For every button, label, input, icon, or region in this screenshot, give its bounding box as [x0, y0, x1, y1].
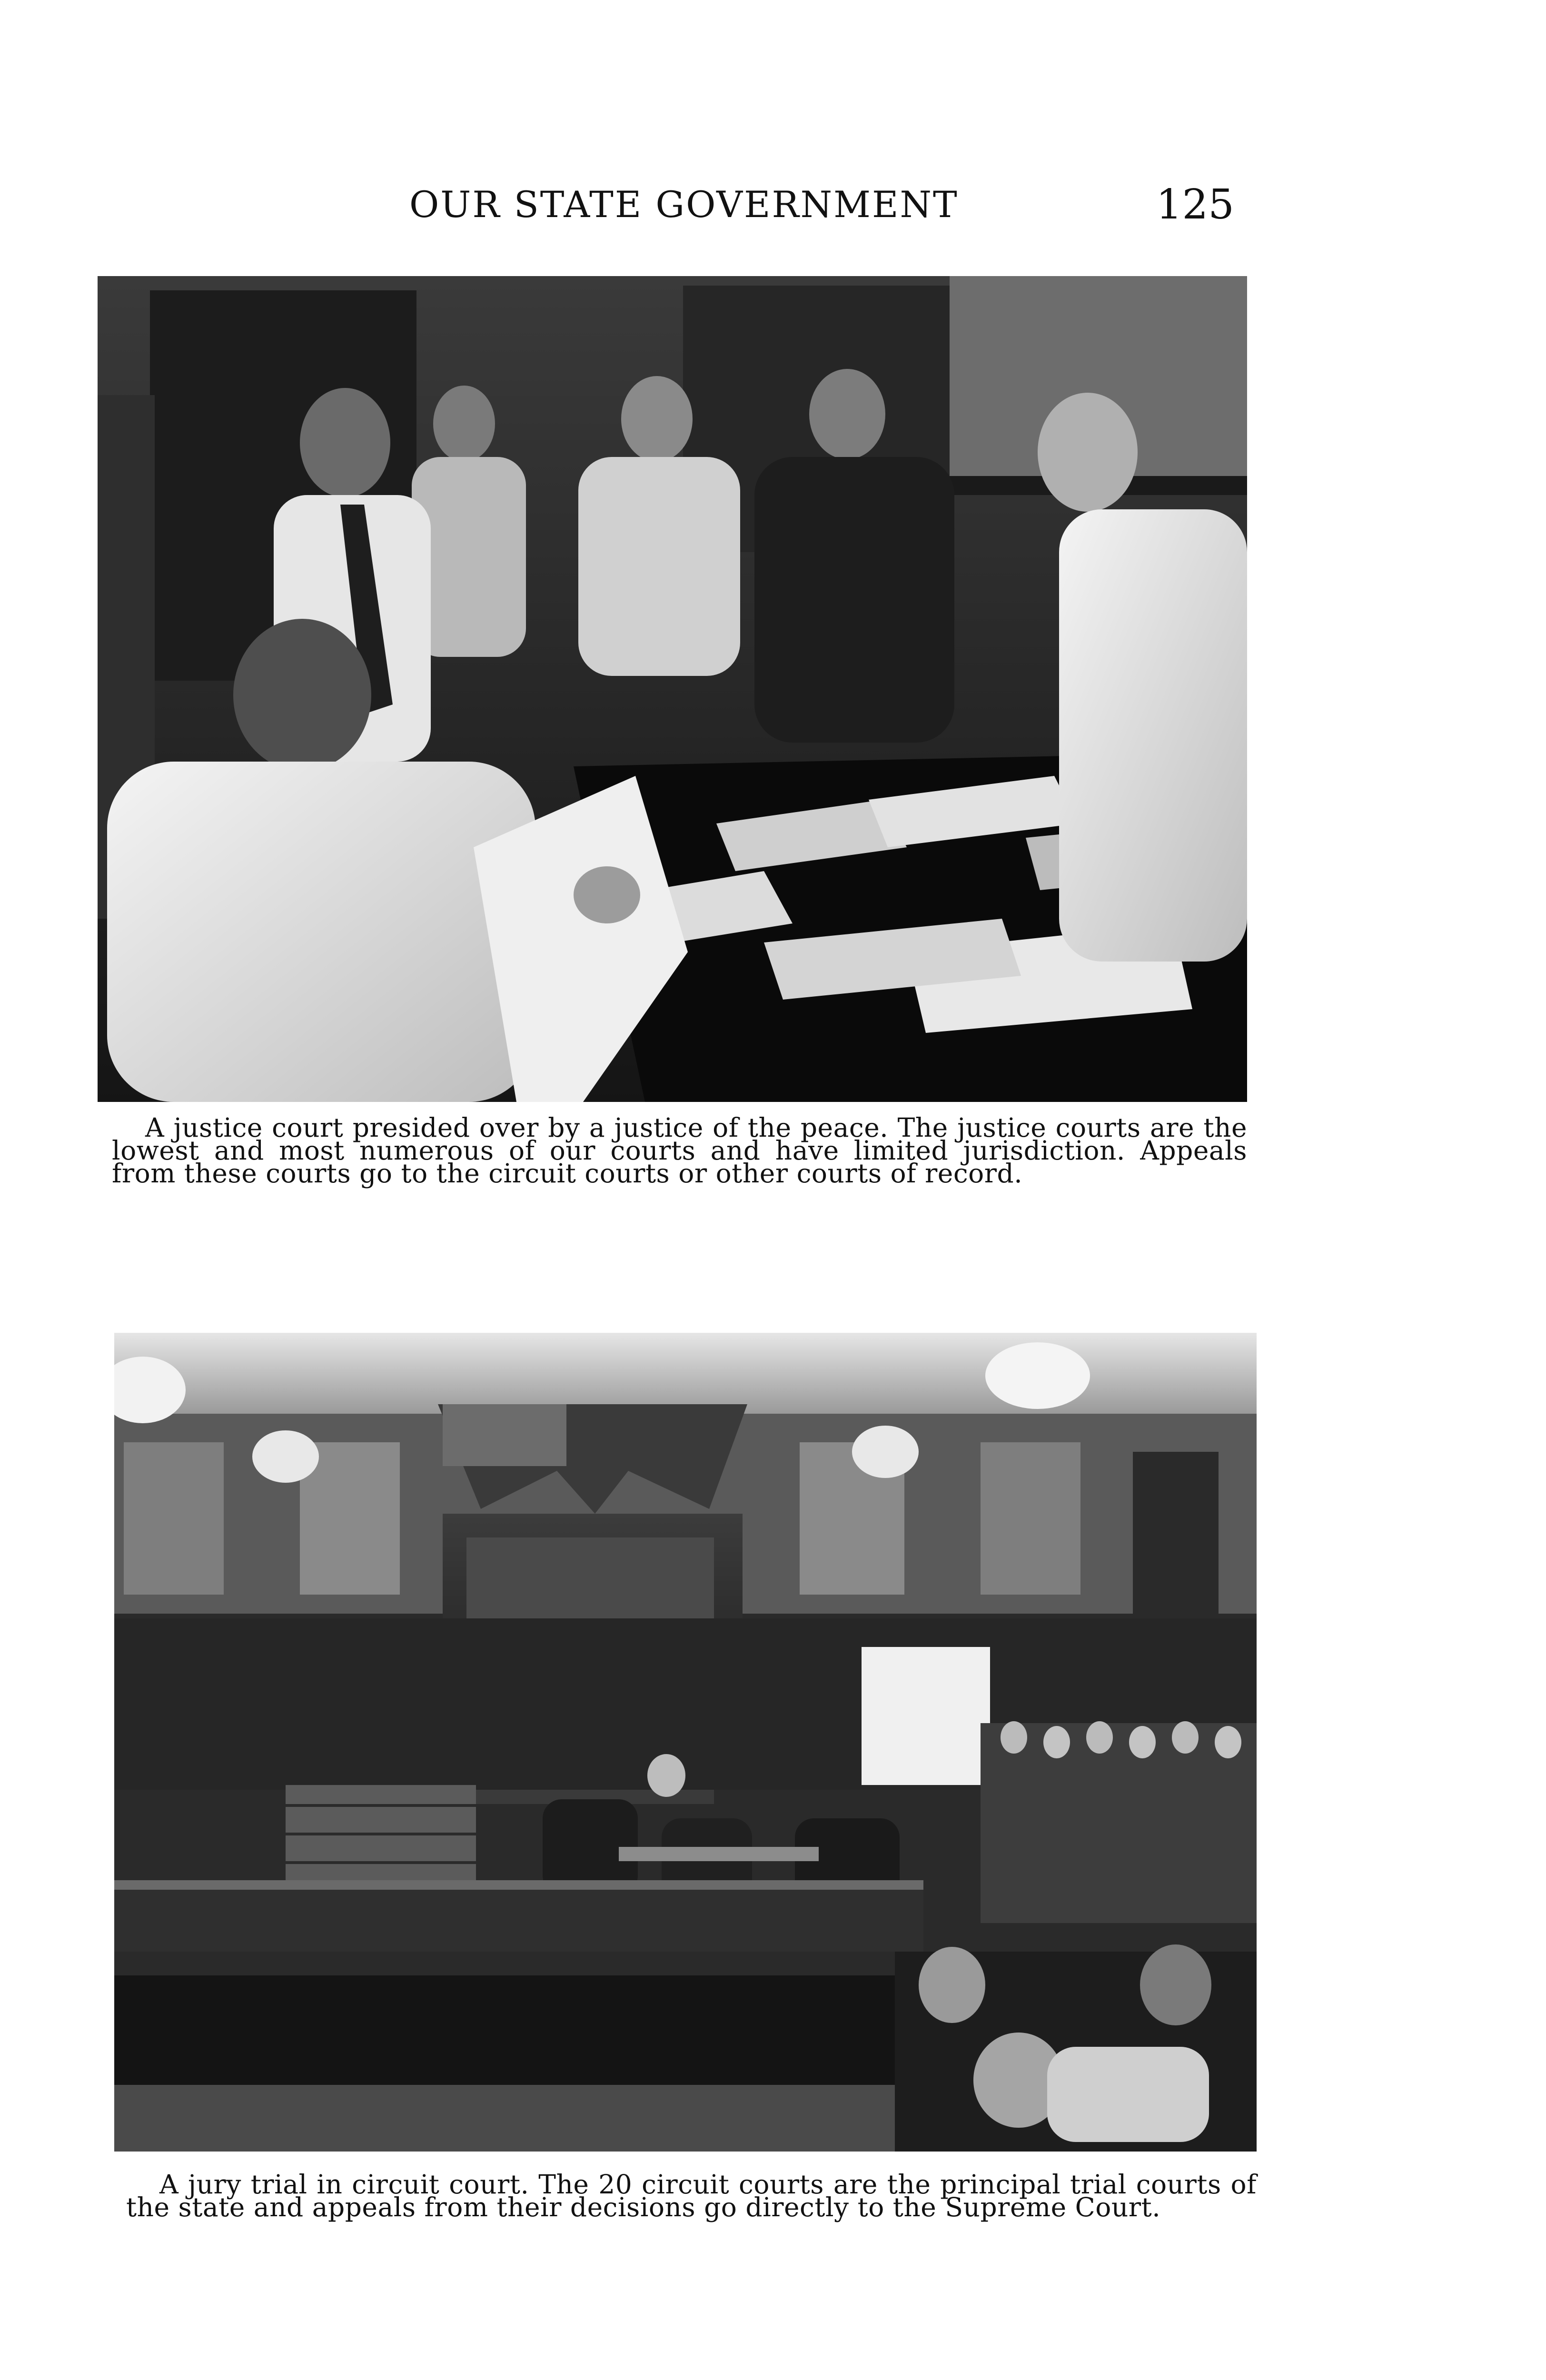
circuit-court-illustration	[114, 1333, 1257, 2152]
photo-caption	[126, 2169, 1257, 2222]
justice-court-photo	[98, 276, 1247, 1102]
caption-text: A jury trial in circuit court. The 20 circuit courts are the principal trial courts of the state and appeals from their decisions go directly to the Supreme Court.	[126, 2169, 1257, 2222]
page-number: 125	[1156, 181, 1234, 228]
photo-caption	[112, 1112, 1247, 1189]
running-title: OUR STATE GOVERNMENT	[409, 183, 959, 226]
circuit-court-photo	[114, 1333, 1257, 2152]
caption-text: A justice court presided over by a justice of the peace. The justice courts are the lowest and most numerous of our courts and have limited jurisdiction. Appeals from these courts go to the circuit courts or other courts of record.	[112, 1112, 1247, 1189]
justice-court-illustration	[98, 276, 1247, 1102]
